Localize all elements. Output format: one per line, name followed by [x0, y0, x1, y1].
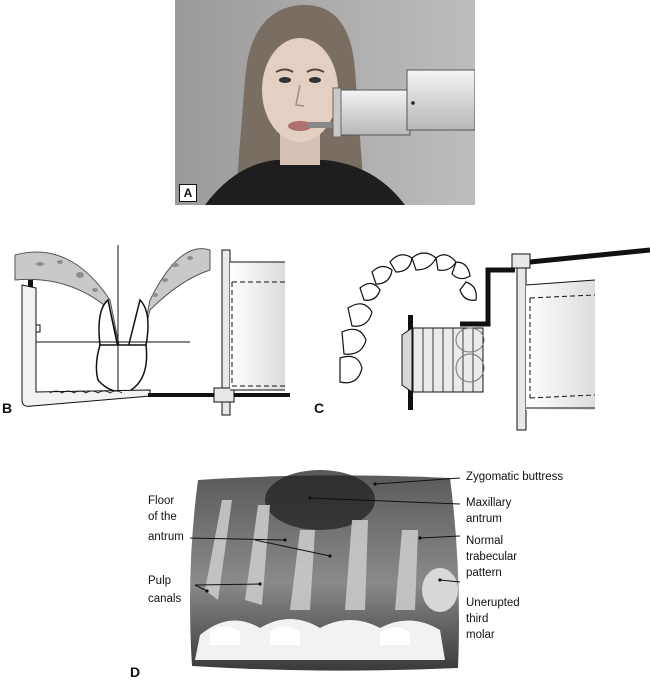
patient-positioning-photo: [175, 0, 475, 205]
label-zygomatic-buttress: Zygomatic buttress: [466, 471, 564, 483]
label-unerupted-1: Unerupted: [466, 597, 520, 609]
label-floor-1: Floor: [148, 495, 175, 507]
label-floor-2: of the: [148, 511, 177, 523]
panel-d-label: D: [130, 664, 141, 680]
label-maxillary-antrum-1: Maxillary: [466, 497, 512, 509]
label-pulp-2: canals: [148, 593, 182, 605]
panel-a-label: A: [179, 184, 197, 202]
periapical-radiograph: [0, 460, 650, 682]
label-unerupted-2: third: [466, 613, 489, 625]
label-pulp-1: Pulp: [148, 575, 172, 587]
label-floor-3: antrum: [148, 531, 184, 543]
label-maxillary-antrum-2: antrum: [466, 513, 502, 525]
label-unerupted-3: molar: [466, 629, 495, 641]
panel-b-label: B: [2, 400, 13, 416]
label-normal-3: pattern: [466, 567, 502, 579]
occlusal-view-diagram: [320, 240, 650, 435]
panel-c-label: C: [314, 400, 325, 416]
label-normal-2: trabecular: [466, 551, 518, 563]
paralleling-technique-diagram: [0, 240, 300, 420]
label-normal-1: Normal: [466, 535, 504, 547]
